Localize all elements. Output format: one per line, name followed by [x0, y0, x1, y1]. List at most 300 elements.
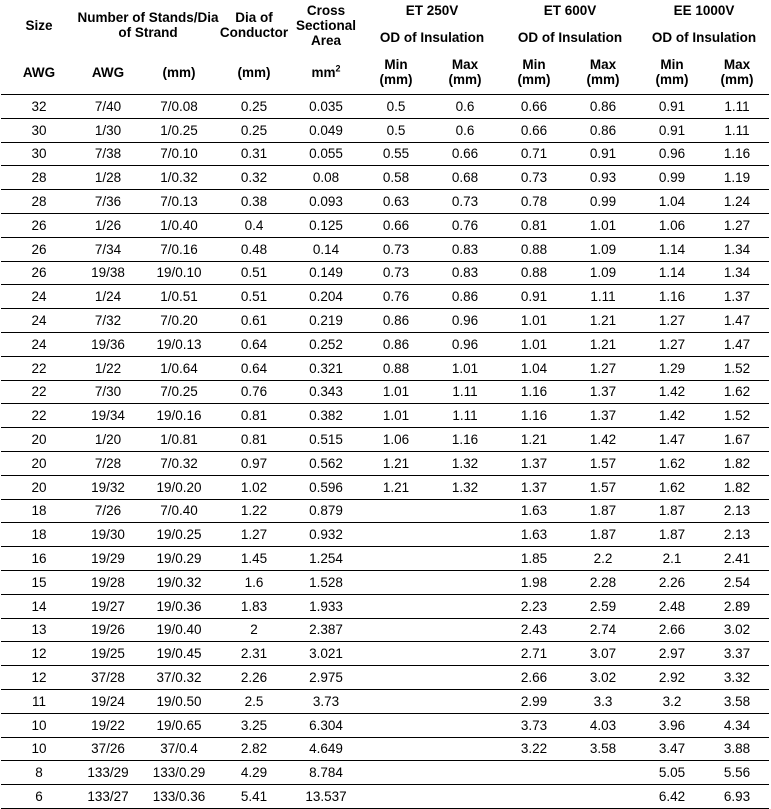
cell-ee1000-max: 2.54: [705, 570, 769, 594]
cell-et250-min: [363, 761, 429, 785]
cell-area-mm2: 0.08: [289, 166, 363, 190]
cell-strand-mm: 19/0.20: [139, 475, 219, 499]
cell-size-awg: 24: [1, 309, 77, 333]
cell-et600-min: [501, 761, 567, 785]
cell-stands-awg: 19/32: [77, 475, 139, 499]
cell-et600-min: 1.04: [501, 356, 567, 380]
cell-et600-max: 1.11: [567, 285, 639, 309]
cell-stands-awg: 1/24: [77, 285, 139, 309]
cell-area-mm2: 0.321: [289, 356, 363, 380]
cell-et600-max: 1.27: [567, 356, 639, 380]
cell-strand-mm: 37/0.32: [139, 666, 219, 690]
header-ee1000-min-unit: (mm): [655, 72, 689, 87]
header-ee1000-min-label: Min: [660, 57, 684, 72]
table-row: [1, 737, 769, 761]
cell-et600-min: 1.63: [501, 523, 567, 547]
cell-area-mm2: 0.055: [289, 142, 363, 166]
cell-size-awg: 16: [1, 547, 77, 571]
cell-et600-min: 2.71: [501, 642, 567, 666]
cell-et250-min: [363, 499, 429, 523]
cell-ee1000-max: 2.41: [705, 547, 769, 571]
cell-area-mm2: 0.093: [289, 190, 363, 214]
cell-area-mm2: 2.387: [289, 618, 363, 642]
cell-et600-max: 1.37: [567, 404, 639, 428]
cell-et600-max: 3.07: [567, 642, 639, 666]
header-et600: ET 600V: [543, 3, 597, 18]
cell-et250-min: [363, 642, 429, 666]
cell-et600-min: 2.43: [501, 618, 567, 642]
cell-dia-mm: 1.22: [219, 499, 289, 523]
table-row: [1, 166, 769, 190]
cell-ee1000-max: 1.52: [705, 404, 769, 428]
cell-et600-min: 3.22: [501, 737, 567, 761]
header-et250-max-unit: (mm): [448, 72, 482, 87]
header-et600-max-label: Max: [589, 57, 617, 72]
cell-et250-max: [429, 666, 501, 690]
header-od-et600: OD of Insulation: [517, 30, 623, 45]
cell-dia-mm: 0.97: [219, 451, 289, 475]
cell-et600-min: 0.88: [501, 261, 567, 285]
table-row: [1, 404, 769, 428]
cell-size-awg: 20: [1, 475, 77, 499]
cell-strand-mm: 7/0.25: [139, 380, 219, 404]
cell-et250-min: 0.88: [363, 356, 429, 380]
cell-area-mm2: 8.784: [289, 761, 363, 785]
header-et600-max: [567, 50, 639, 95]
cell-strand-mm: 1/0.64: [139, 356, 219, 380]
cell-ee1000-max: 2.13: [705, 523, 769, 547]
cell-stands-awg: 19/28: [77, 570, 139, 594]
cell-dia-mm: 0.25: [219, 118, 289, 142]
cell-stands-awg: 7/38: [77, 142, 139, 166]
cell-et600-min: 0.71: [501, 142, 567, 166]
cell-et250-max: 1.11: [429, 380, 501, 404]
cell-et250-max: [429, 499, 501, 523]
table-row: [1, 380, 769, 404]
cell-size-awg: 28: [1, 190, 77, 214]
cell-ee1000-min: 2.97: [639, 642, 705, 666]
cell-et600-min: 2.66: [501, 666, 567, 690]
cell-et600-min: 1.01: [501, 332, 567, 356]
cell-dia-mm: 1.83: [219, 594, 289, 618]
cell-et250-max: 0.73: [429, 190, 501, 214]
cell-strand-mm: 19/0.16: [139, 404, 219, 428]
header-group-et250: [363, 0, 501, 50]
header-area-unit-exp: 2: [335, 63, 341, 73]
header-ee1000: EE 1000V: [673, 3, 735, 18]
cell-et250-min: [363, 547, 429, 571]
table-row: [1, 475, 769, 499]
cell-strand-mm: 7/0.08: [139, 95, 219, 119]
cell-dia-mm: 0.64: [219, 356, 289, 380]
header-ee1000-max-unit: (mm): [720, 72, 754, 87]
cell-et250-max: [429, 642, 501, 666]
header-stands: Number of Stands/Dia of Strand: [77, 10, 219, 40]
cell-size-awg: 26: [1, 213, 77, 237]
cell-et250-max: 1.32: [429, 475, 501, 499]
cell-et600-max: 2.74: [567, 618, 639, 642]
cell-stands-awg: 7/30: [77, 380, 139, 404]
table-row: [1, 237, 769, 261]
cell-strand-mm: 1/0.32: [139, 166, 219, 190]
cell-size-awg: 24: [1, 332, 77, 356]
cell-strand-mm: 7/0.40: [139, 499, 219, 523]
cell-et600-max: 1.42: [567, 428, 639, 452]
cell-strand-mm: 19/0.32: [139, 570, 219, 594]
cell-ee1000-min: 2.26: [639, 570, 705, 594]
table-row: [1, 451, 769, 475]
table-row: [1, 594, 769, 618]
table-row: [1, 332, 769, 356]
cell-et600-max: 1.57: [567, 475, 639, 499]
cell-stands-awg: 19/27: [77, 594, 139, 618]
cell-ee1000-min: 0.91: [639, 118, 705, 142]
header-dia-unit: (mm): [219, 50, 289, 95]
cell-size-awg: 15: [1, 570, 77, 594]
cell-ee1000-max: 1.16: [705, 142, 769, 166]
cell-dia-mm: 1.45: [219, 547, 289, 571]
cell-strand-mm: 19/0.25: [139, 523, 219, 547]
cell-ee1000-min: 2.92: [639, 666, 705, 690]
cell-stands-awg: 7/32: [77, 309, 139, 333]
cell-ee1000-max: 1.52: [705, 356, 769, 380]
cell-stands-awg: 1/30: [77, 118, 139, 142]
cell-strand-mm: 19/0.65: [139, 713, 219, 737]
cell-ee1000-max: 4.34: [705, 713, 769, 737]
header-et250-min-label: Min: [384, 57, 408, 72]
cell-dia-mm: 0.61: [219, 309, 289, 333]
cell-et600-min: 1.63: [501, 499, 567, 523]
table-row: [1, 547, 769, 571]
cell-dia-mm: 3.25: [219, 713, 289, 737]
header-od-et250: OD of Insulation: [379, 30, 485, 45]
cell-dia-mm: 0.76: [219, 380, 289, 404]
cell-et600-max: 1.21: [567, 309, 639, 333]
header-strand-unit: (mm): [139, 50, 219, 95]
cell-et600-max: 1.21: [567, 332, 639, 356]
header-et600-min-unit: (mm): [517, 72, 551, 87]
cell-stands-awg: 7/28: [77, 451, 139, 475]
cell-ee1000-max: 1.11: [705, 95, 769, 119]
cell-ee1000-max: 1.34: [705, 261, 769, 285]
cell-et250-min: 0.5: [363, 95, 429, 119]
cell-strand-mm: 133/0.36: [139, 785, 219, 809]
cell-area-mm2: 6.304: [289, 713, 363, 737]
cell-et600-min: 1.01: [501, 309, 567, 333]
cell-ee1000-max: 1.47: [705, 332, 769, 356]
cell-et600-min: 1.37: [501, 451, 567, 475]
cell-et600-max: 0.99: [567, 190, 639, 214]
cell-ee1000-min: 1.87: [639, 499, 705, 523]
cell-ee1000-min: 1.06: [639, 213, 705, 237]
cell-strand-mm: 133/0.29: [139, 761, 219, 785]
header-et250-max-label: Max: [451, 57, 479, 72]
cell-et600-max: 1.37: [567, 380, 639, 404]
cell-stands-awg: 19/30: [77, 523, 139, 547]
cell-et250-min: 0.73: [363, 261, 429, 285]
cell-stands-awg: 19/29: [77, 547, 139, 571]
table-row: [1, 356, 769, 380]
cell-size-awg: 12: [1, 642, 77, 666]
cell-et250-max: 0.83: [429, 237, 501, 261]
cell-et250-max: 0.6: [429, 118, 501, 142]
cell-et250-max: 1.11: [429, 404, 501, 428]
cell-size-awg: 10: [1, 737, 77, 761]
cell-et250-min: 0.86: [363, 309, 429, 333]
cell-et600-max: 0.91: [567, 142, 639, 166]
cell-size-awg: 22: [1, 380, 77, 404]
cell-stands-awg: 37/26: [77, 737, 139, 761]
cell-et250-min: 1.01: [363, 404, 429, 428]
cell-ee1000-max: 1.82: [705, 451, 769, 475]
cell-ee1000-max: 3.32: [705, 666, 769, 690]
cell-dia-mm: 2.5: [219, 689, 289, 713]
cell-et600-max: 0.93: [567, 166, 639, 190]
table-row: [1, 570, 769, 594]
cell-strand-mm: 19/0.10: [139, 261, 219, 285]
cell-dia-mm: 0.32: [219, 166, 289, 190]
cell-ee1000-max: 1.37: [705, 285, 769, 309]
cell-stands-awg: 19/36: [77, 332, 139, 356]
cell-et600-min: 0.78: [501, 190, 567, 214]
cell-ee1000-max: 1.19: [705, 166, 769, 190]
cell-et250-min: [363, 594, 429, 618]
cell-stands-awg: 7/40: [77, 95, 139, 119]
header-group-et600: [501, 0, 639, 50]
cell-dia-mm: 2.31: [219, 642, 289, 666]
cell-et250-max: [429, 570, 501, 594]
table-row: [1, 523, 769, 547]
cell-et250-max: [429, 523, 501, 547]
header-size-unit: AWG: [1, 50, 77, 95]
cell-area-mm2: 0.204: [289, 285, 363, 309]
cell-strand-mm: 19/0.45: [139, 642, 219, 666]
cell-stands-awg: 1/20: [77, 428, 139, 452]
cell-et250-min: [363, 618, 429, 642]
cell-size-awg: 28: [1, 166, 77, 190]
cell-et600-max: 4.03: [567, 713, 639, 737]
cell-ee1000-min: 0.91: [639, 95, 705, 119]
cell-stands-awg: 7/34: [77, 237, 139, 261]
header-area-unit-base: mm: [311, 64, 336, 80]
cell-stands-awg: 37/28: [77, 666, 139, 690]
cell-et250-max: 1.32: [429, 451, 501, 475]
cell-stands-awg: 19/22: [77, 713, 139, 737]
cell-et250-min: 0.5: [363, 118, 429, 142]
header-size: Size: [25, 17, 53, 33]
header-ee1000-max: [705, 50, 769, 95]
table-row: [1, 666, 769, 690]
cell-ee1000-min: 6.42: [639, 785, 705, 809]
table-row: [1, 761, 769, 785]
table-row: [1, 642, 769, 666]
cell-strand-mm: 7/0.20: [139, 309, 219, 333]
cell-et250-max: 0.96: [429, 332, 501, 356]
cell-et250-min: 0.86: [363, 332, 429, 356]
cell-ee1000-min: 2.66: [639, 618, 705, 642]
cell-strand-mm: 1/0.25: [139, 118, 219, 142]
cell-area-mm2: 1.254: [289, 547, 363, 571]
cell-et600-max: 3.02: [567, 666, 639, 690]
cell-ee1000-min: 1.04: [639, 190, 705, 214]
cell-area-mm2: 0.596: [289, 475, 363, 499]
cell-size-awg: 20: [1, 451, 77, 475]
cell-area-mm2: 0.562: [289, 451, 363, 475]
cell-et250-max: 0.86: [429, 285, 501, 309]
cell-et250-max: 0.6: [429, 95, 501, 119]
cell-et600-max: 1.57: [567, 451, 639, 475]
cell-strand-mm: 37/0.4: [139, 737, 219, 761]
cell-size-awg: 13: [1, 618, 77, 642]
header-cross-area: Cross Sectional Area: [295, 2, 357, 48]
cell-stands-awg: 133/27: [77, 785, 139, 809]
cell-et250-min: 0.73: [363, 237, 429, 261]
header-et250: ET 250V: [405, 3, 459, 18]
cell-ee1000-max: 2.13: [705, 499, 769, 523]
header-et600-min-label: Min: [522, 57, 546, 72]
header-ee1000-max-label: Max: [723, 57, 751, 72]
cell-et250-min: 1.21: [363, 451, 429, 475]
cell-dia-mm: 5.41: [219, 785, 289, 809]
cell-area-mm2: 3.73: [289, 689, 363, 713]
table-row: [1, 309, 769, 333]
cell-ee1000-min: 5.05: [639, 761, 705, 785]
cell-size-awg: 11: [1, 689, 77, 713]
cell-ee1000-min: 1.42: [639, 380, 705, 404]
cell-et250-min: [363, 666, 429, 690]
cell-et250-max: 0.83: [429, 261, 501, 285]
cell-ee1000-min: 3.47: [639, 737, 705, 761]
cell-area-mm2: 1.933: [289, 594, 363, 618]
cell-size-awg: 26: [1, 237, 77, 261]
cell-ee1000-max: 2.89: [705, 594, 769, 618]
cell-et250-max: [429, 737, 501, 761]
table-row: [1, 689, 769, 713]
cell-et600-min: 0.91: [501, 285, 567, 309]
cell-dia-mm: 0.4: [219, 213, 289, 237]
cell-stands-awg: 19/38: [77, 261, 139, 285]
cell-et600-max: 2.2: [567, 547, 639, 571]
cell-area-mm2: 0.932: [289, 523, 363, 547]
table-row: [1, 118, 769, 142]
cell-size-awg: 14: [1, 594, 77, 618]
cell-et600-min: 2.99: [501, 689, 567, 713]
cell-ee1000-min: 1.27: [639, 332, 705, 356]
cell-area-mm2: 3.021: [289, 642, 363, 666]
cell-area-mm2: 0.149: [289, 261, 363, 285]
cell-et250-max: [429, 618, 501, 642]
cell-et600-max: 0.86: [567, 118, 639, 142]
cell-et600-max: 1.87: [567, 499, 639, 523]
cell-et250-max: 1.16: [429, 428, 501, 452]
cell-size-awg: 6: [1, 785, 77, 809]
cell-size-awg: 18: [1, 499, 77, 523]
cell-strand-mm: 7/0.13: [139, 190, 219, 214]
cell-et600-min: 1.37: [501, 475, 567, 499]
cell-ee1000-max: 1.67: [705, 428, 769, 452]
cell-et250-min: [363, 737, 429, 761]
cell-ee1000-min: 3.96: [639, 713, 705, 737]
cell-dia-mm: 0.38: [219, 190, 289, 214]
cell-area-mm2: 2.975: [289, 666, 363, 690]
cell-et600-min: 1.85: [501, 547, 567, 571]
cell-et600-min: 1.16: [501, 380, 567, 404]
cell-area-mm2: 4.649: [289, 737, 363, 761]
header-ee1000-min: [639, 50, 705, 95]
cell-area-mm2: 0.219: [289, 309, 363, 333]
cell-et600-max: 0.86: [567, 95, 639, 119]
cell-et600-min: 0.88: [501, 237, 567, 261]
cell-dia-mm: 4.29: [219, 761, 289, 785]
header-stands-unit: AWG: [77, 50, 139, 95]
header-et250-max: [429, 50, 501, 95]
table-row: [1, 142, 769, 166]
cell-size-awg: 24: [1, 285, 77, 309]
cell-et250-min: 1.01: [363, 380, 429, 404]
cell-et250-max: [429, 761, 501, 785]
cell-ee1000-max: 3.58: [705, 689, 769, 713]
cell-et600-max: 3.58: [567, 737, 639, 761]
cell-ee1000-min: 1.14: [639, 261, 705, 285]
cell-ee1000-min: 2.48: [639, 594, 705, 618]
cell-et600-min: 1.16: [501, 404, 567, 428]
cell-et250-max: 0.76: [429, 213, 501, 237]
cell-dia-mm: 1.02: [219, 475, 289, 499]
table-row: [1, 213, 769, 237]
cell-ee1000-min: 1.62: [639, 475, 705, 499]
cell-strand-mm: 7/0.16: [139, 237, 219, 261]
cell-stands-awg: 19/25: [77, 642, 139, 666]
cell-strand-mm: 7/0.10: [139, 142, 219, 166]
cell-size-awg: 12: [1, 666, 77, 690]
cell-ee1000-min: 0.96: [639, 142, 705, 166]
header-et600-max-unit: (mm): [586, 72, 620, 87]
cell-dia-mm: 1.27: [219, 523, 289, 547]
cell-ee1000-min: 1.14: [639, 237, 705, 261]
table-row: [1, 261, 769, 285]
cell-ee1000-min: 1.42: [639, 404, 705, 428]
cell-size-awg: 32: [1, 95, 77, 119]
cell-et250-min: [363, 713, 429, 737]
cell-et600-min: 0.73: [501, 166, 567, 190]
cell-ee1000-max: 1.24: [705, 190, 769, 214]
cell-area-mm2: 0.049: [289, 118, 363, 142]
wire-spec-table: [1, 0, 769, 809]
cell-dia-mm: 2.82: [219, 737, 289, 761]
header-group-ee1000: [639, 0, 769, 50]
table-row: [1, 190, 769, 214]
cell-et250-min: 0.58: [363, 166, 429, 190]
cell-stands-awg: 19/26: [77, 618, 139, 642]
cell-strand-mm: 1/0.51: [139, 285, 219, 309]
cell-et600-min: 0.81: [501, 213, 567, 237]
table-row: [1, 95, 769, 119]
table-row: [1, 428, 769, 452]
table-row: [1, 618, 769, 642]
cell-ee1000-min: 1.47: [639, 428, 705, 452]
cell-ee1000-max: 5.56: [705, 761, 769, 785]
cell-size-awg: 30: [1, 118, 77, 142]
cell-ee1000-max: 1.34: [705, 237, 769, 261]
cell-area-mm2: 13.537: [289, 785, 363, 809]
cell-et600-min: 2.23: [501, 594, 567, 618]
cell-et600-max: 3.3: [567, 689, 639, 713]
cell-et250-min: 1.06: [363, 428, 429, 452]
cell-strand-mm: 19/0.50: [139, 689, 219, 713]
cell-ee1000-min: 2.1: [639, 547, 705, 571]
cell-et250-max: [429, 594, 501, 618]
cell-ee1000-min: 1.16: [639, 285, 705, 309]
